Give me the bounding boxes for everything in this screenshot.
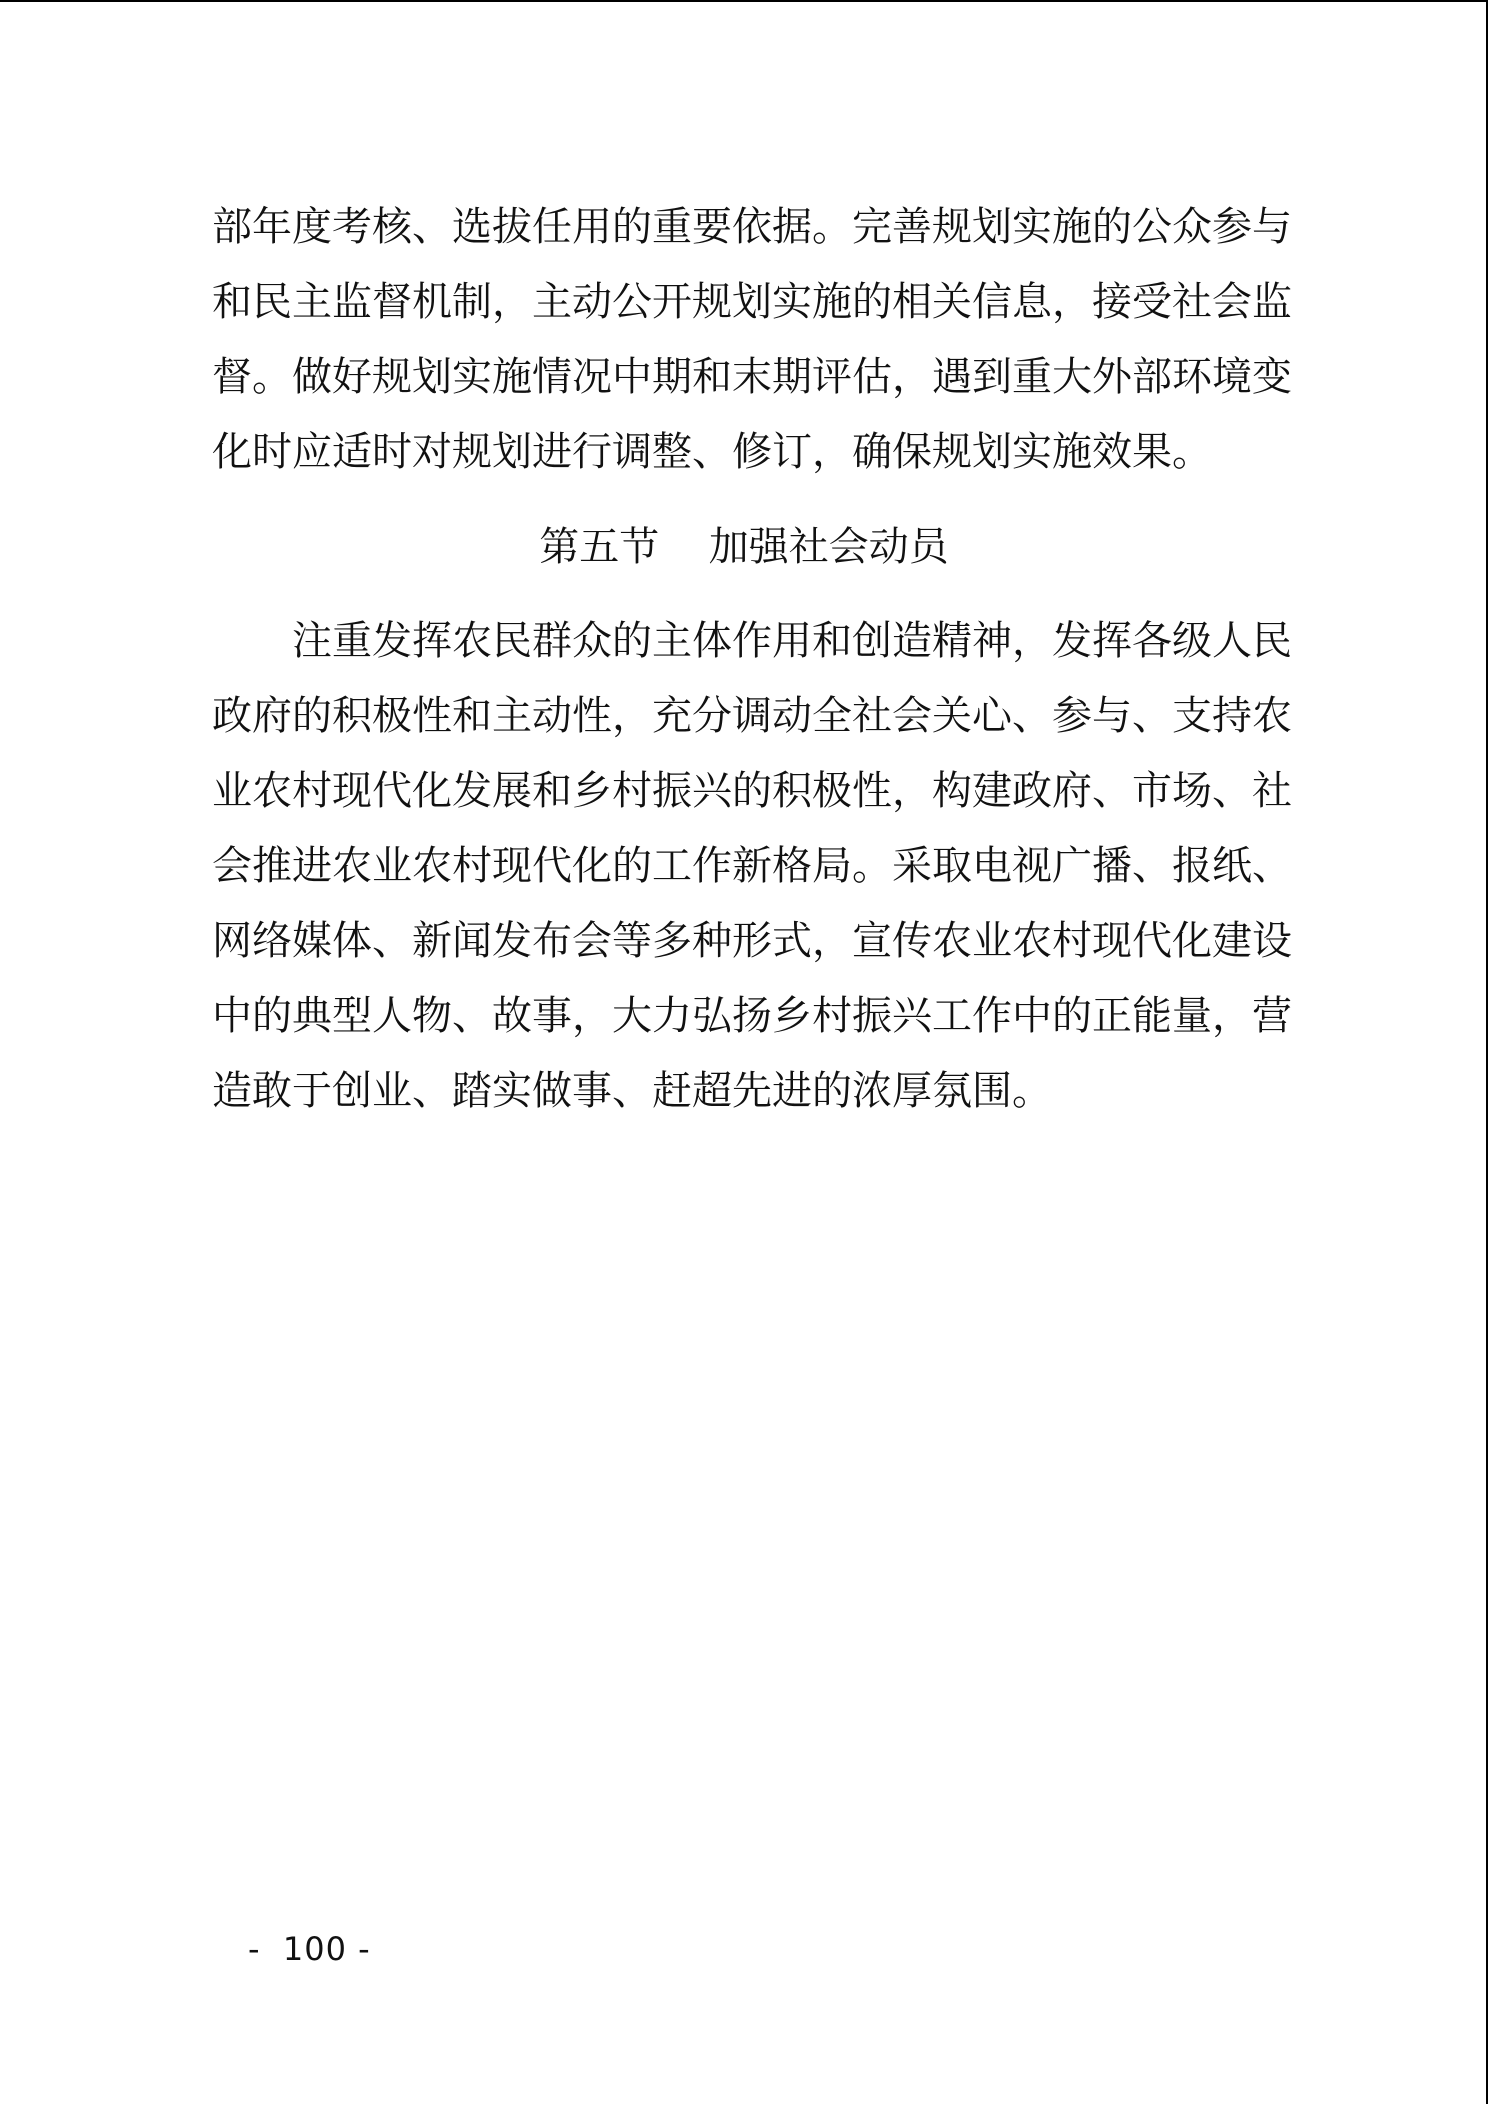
paragraph-2-line-3: 业农村现代化发展和乡村振兴的积极性，构建政府、市场、社 (212, 768, 1292, 814)
top-border-rule (0, 0, 1488, 2)
page-number: - 100 - (248, 1930, 371, 1968)
paragraph-1-line-2: 和民主监督机制，主动公开规划实施的相关信息，接受社会监 (212, 279, 1292, 325)
paragraph-2-line-6: 中的典型人物、故事，大力弘扬乡村振兴工作中的正能量，营 (212, 993, 1292, 1039)
paragraph-1-line-3: 督。做好规划实施情况中期和末期评估，遇到重大外部环境变 (212, 354, 1292, 400)
paragraph-2-line-5: 网络媒体、新闻发布会等多种形式，宣传农业农村现代化建设 (212, 918, 1292, 964)
paragraph-1-line-1: 部年度考核、选拔任用的重要依据。完善规划实施的公众参与 (212, 204, 1292, 250)
paragraph-2-line-4: 会推进农业农村现代化的工作新格局。采取电视广播、报纸、 (212, 843, 1292, 889)
paragraph-2-line-7: 造敢于创业、踏实做事、赶超先进的浓厚氛围。 (212, 1068, 1052, 1114)
paragraph-1-line-4: 化时应适时对规划进行调整、修订，确保规划实施效果。 (212, 429, 1212, 475)
section-heading: 第五节 加强社会动员 (539, 524, 949, 570)
paragraph-2-line-2: 政府的积极性和主动性，充分调动全社会关心、参与、支持农 (212, 693, 1292, 739)
paragraph-2-line-1: 注重发挥农民群众的主体作用和创造精神，发挥各级人民 (292, 618, 1292, 664)
